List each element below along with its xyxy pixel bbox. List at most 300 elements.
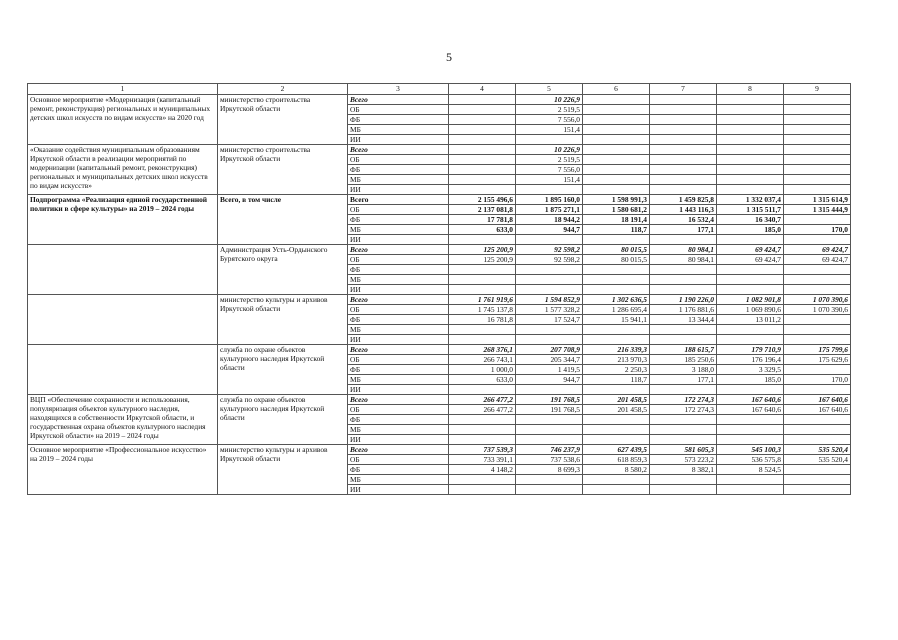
funding-source: ИИ bbox=[348, 285, 449, 295]
amount-cell bbox=[449, 235, 516, 245]
amount-cell bbox=[449, 155, 516, 165]
amount-cell: 207 708,9 bbox=[516, 345, 583, 355]
funding-source: ОБ bbox=[348, 205, 449, 215]
column-number-6: 6 bbox=[583, 84, 650, 95]
amount-cell: 535 520,4 bbox=[784, 445, 851, 455]
funding-source: МБ bbox=[348, 225, 449, 235]
activity-name bbox=[28, 295, 218, 345]
funding-source: ОБ bbox=[348, 105, 449, 115]
amount-cell: 172 274,3 bbox=[650, 395, 717, 405]
amount-cell: 125 200,9 bbox=[449, 245, 516, 255]
amount-cell bbox=[717, 425, 784, 435]
funding-source: ОБ bbox=[348, 155, 449, 165]
amount-cell bbox=[717, 485, 784, 495]
amount-cell bbox=[449, 275, 516, 285]
column-number-3: 3 bbox=[348, 84, 449, 95]
amount-cell bbox=[583, 475, 650, 485]
amount-cell bbox=[650, 325, 717, 335]
amount-cell bbox=[784, 235, 851, 245]
amount-cell: 1 895 160,0 bbox=[516, 195, 583, 205]
amount-cell: 536 575,8 bbox=[717, 455, 784, 465]
amount-cell: 1 190 226,0 bbox=[650, 295, 717, 305]
amount-cell bbox=[717, 155, 784, 165]
amount-cell: 170,0 bbox=[784, 375, 851, 385]
amount-cell bbox=[784, 135, 851, 145]
responsible-executor: служба по охране объектов культурного наследия Иркутской области bbox=[218, 345, 348, 395]
amount-cell bbox=[784, 465, 851, 475]
responsible-executor: министерство строительства Иркутской области bbox=[218, 95, 348, 145]
amount-cell: 1 176 881,6 bbox=[650, 305, 717, 315]
amount-cell: 1 761 919,6 bbox=[449, 295, 516, 305]
amount-cell: 1 315 444,9 bbox=[784, 205, 851, 215]
amount-cell: 1 443 116,3 bbox=[650, 205, 717, 215]
amount-cell bbox=[717, 285, 784, 295]
amount-cell bbox=[717, 335, 784, 345]
amount-cell bbox=[516, 435, 583, 445]
column-number-4: 4 bbox=[449, 84, 516, 95]
amount-cell bbox=[583, 275, 650, 285]
amount-cell: 2 519,5 bbox=[516, 105, 583, 115]
amount-cell: 1 875 271,1 bbox=[516, 205, 583, 215]
amount-cell bbox=[516, 275, 583, 285]
funding-source: Всего bbox=[348, 195, 449, 205]
amount-cell: 16 340,7 bbox=[717, 215, 784, 225]
amount-cell: 1 000,0 bbox=[449, 365, 516, 375]
amount-cell bbox=[449, 185, 516, 195]
amount-cell: 1 069 890,6 bbox=[717, 305, 784, 315]
amount-cell bbox=[717, 235, 784, 245]
amount-cell bbox=[784, 155, 851, 165]
amount-cell bbox=[784, 175, 851, 185]
amount-cell bbox=[583, 165, 650, 175]
amount-cell bbox=[583, 235, 650, 245]
amount-cell: 535 520,4 bbox=[784, 455, 851, 465]
amount-cell bbox=[650, 285, 717, 295]
amount-cell: 69 424,7 bbox=[717, 255, 784, 265]
funding-source: ОБ bbox=[348, 405, 449, 415]
amount-cell bbox=[717, 325, 784, 335]
column-number-8: 8 bbox=[717, 84, 784, 95]
table-row bbox=[28, 145, 851, 155]
amount-cell: 1 580 681,2 bbox=[583, 205, 650, 215]
funding-source: ФБ bbox=[348, 415, 449, 425]
amount-cell: 170,0 bbox=[784, 225, 851, 235]
amount-cell: 266 477,2 bbox=[449, 405, 516, 415]
activity-name: ВЦП «Обеспечение сохранности и использования, популяризация объектов культурного наследия, находящихся в собственности Иркутской области, и государственная охрана объектов культурного наследия Иркутской области» на 2019 – 2024 годы bbox=[28, 395, 218, 445]
amount-cell bbox=[516, 135, 583, 145]
amount-cell: 7 556,0 bbox=[516, 115, 583, 125]
table-header-row bbox=[28, 84, 851, 95]
amount-cell bbox=[717, 475, 784, 485]
table-row bbox=[28, 95, 851, 105]
amount-cell bbox=[583, 95, 650, 105]
funding-source: МБ bbox=[348, 175, 449, 185]
amount-cell bbox=[784, 325, 851, 335]
amount-cell: 216 339,3 bbox=[583, 345, 650, 355]
amount-cell bbox=[717, 185, 784, 195]
amount-cell bbox=[717, 175, 784, 185]
amount-cell bbox=[717, 145, 784, 155]
amount-cell bbox=[650, 485, 717, 495]
amount-cell bbox=[449, 435, 516, 445]
amount-cell bbox=[583, 105, 650, 115]
amount-cell: 1 315 614,9 bbox=[784, 195, 851, 205]
responsible-executor: министерство строительства Иркутской области bbox=[218, 145, 348, 195]
amount-cell bbox=[784, 115, 851, 125]
amount-cell bbox=[717, 165, 784, 175]
amount-cell bbox=[784, 475, 851, 485]
funding-source: ИИ bbox=[348, 335, 449, 345]
amount-cell: 92 598,2 bbox=[516, 255, 583, 265]
funding-source: Всего bbox=[348, 395, 449, 405]
amount-cell bbox=[449, 485, 516, 495]
amount-cell: 733 391,1 bbox=[449, 455, 516, 465]
amount-cell bbox=[784, 275, 851, 285]
amount-cell bbox=[583, 335, 650, 345]
amount-cell: 1 419,5 bbox=[516, 365, 583, 375]
funding-source: ФБ bbox=[348, 115, 449, 125]
amount-cell: 633,0 bbox=[449, 225, 516, 235]
funding-source: ОБ bbox=[348, 455, 449, 465]
funding-source: Всего bbox=[348, 295, 449, 305]
column-number-9: 9 bbox=[784, 84, 851, 95]
activity-name: «Оказание содействия муниципальным образованиям Иркутской области в реализации мероприятий по модернизации (капитальный ремонт, реконструкция) региональных и муниципальных детских школ искусств по видам искусств» bbox=[28, 145, 218, 195]
amount-cell: 191 768,5 bbox=[516, 395, 583, 405]
amount-cell: 16 532,4 bbox=[650, 215, 717, 225]
amount-cell bbox=[449, 175, 516, 185]
funding-source: МБ bbox=[348, 475, 449, 485]
funding-source: Всего bbox=[348, 345, 449, 355]
amount-cell: 1 070 390,6 bbox=[784, 305, 851, 315]
amount-cell: 10 226,9 bbox=[516, 95, 583, 105]
amount-cell bbox=[784, 335, 851, 345]
amount-cell bbox=[516, 325, 583, 335]
responsible-executor: министерство культуры и архивов Иркутской области bbox=[218, 295, 348, 345]
column-number-5: 5 bbox=[516, 84, 583, 95]
activity-name bbox=[28, 345, 218, 395]
column-number-1: 1 bbox=[28, 84, 218, 95]
amount-cell: 618 859,3 bbox=[583, 455, 650, 465]
amount-cell bbox=[717, 415, 784, 425]
amount-cell: 167 640,6 bbox=[784, 395, 851, 405]
funding-source: МБ bbox=[348, 375, 449, 385]
amount-cell: 167 640,6 bbox=[717, 395, 784, 405]
responsible-executor: служба по охране объектов культурного наследия Иркутской области bbox=[218, 395, 348, 445]
amount-cell bbox=[650, 115, 717, 125]
amount-cell: 80 015,5 bbox=[583, 255, 650, 265]
amount-cell bbox=[449, 135, 516, 145]
amount-cell bbox=[784, 485, 851, 495]
amount-cell bbox=[583, 155, 650, 165]
amount-cell: 80 015,5 bbox=[583, 245, 650, 255]
amount-cell: 172 274,3 bbox=[650, 405, 717, 415]
amount-cell: 125 200,9 bbox=[449, 255, 516, 265]
amount-cell bbox=[583, 285, 650, 295]
amount-cell bbox=[650, 125, 717, 135]
amount-cell: 167 640,6 bbox=[717, 405, 784, 415]
funding-source: ИИ bbox=[348, 435, 449, 445]
amount-cell: 627 439,5 bbox=[583, 445, 650, 455]
amount-cell: 167 640,6 bbox=[784, 405, 851, 415]
funding-source: ИИ bbox=[348, 385, 449, 395]
amount-cell bbox=[516, 265, 583, 275]
amount-cell: 69 424,7 bbox=[717, 245, 784, 255]
amount-cell bbox=[784, 315, 851, 325]
amount-cell bbox=[784, 145, 851, 155]
amount-cell bbox=[583, 425, 650, 435]
amount-cell bbox=[583, 415, 650, 425]
amount-cell: 179 710,9 bbox=[717, 345, 784, 355]
amount-cell bbox=[784, 265, 851, 275]
amount-cell bbox=[449, 105, 516, 115]
amount-cell bbox=[583, 135, 650, 145]
amount-cell bbox=[784, 425, 851, 435]
table-row bbox=[28, 395, 851, 405]
amount-cell bbox=[650, 95, 717, 105]
amount-cell bbox=[583, 125, 650, 135]
amount-cell: 2 137 081,8 bbox=[449, 205, 516, 215]
amount-cell bbox=[717, 105, 784, 115]
amount-cell: 1 315 511,7 bbox=[717, 205, 784, 215]
amount-cell: 1 082 901,8 bbox=[717, 295, 784, 305]
amount-cell bbox=[449, 265, 516, 275]
amount-cell: 8 382,1 bbox=[650, 465, 717, 475]
amount-cell: 18 944,2 bbox=[516, 215, 583, 225]
responsible-executor: Всего, в том числе bbox=[218, 195, 348, 245]
activity-name bbox=[28, 245, 218, 295]
amount-cell bbox=[784, 185, 851, 195]
funding-source: ОБ bbox=[348, 255, 449, 265]
page-number: 5 bbox=[446, 50, 452, 64]
amount-cell: 266 743,1 bbox=[449, 355, 516, 365]
amount-cell bbox=[784, 285, 851, 295]
funding-source: ИИ bbox=[348, 485, 449, 495]
table-row bbox=[28, 245, 851, 255]
amount-cell: 13 344,4 bbox=[650, 315, 717, 325]
amount-cell bbox=[650, 235, 717, 245]
amount-cell bbox=[784, 365, 851, 375]
amount-cell bbox=[650, 165, 717, 175]
amount-cell: 118,7 bbox=[583, 225, 650, 235]
amount-cell: 1 459 825,8 bbox=[650, 195, 717, 205]
amount-cell bbox=[717, 265, 784, 275]
amount-cell: 268 376,1 bbox=[449, 345, 516, 355]
amount-cell: 10 226,9 bbox=[516, 145, 583, 155]
amount-cell bbox=[583, 185, 650, 195]
amount-cell bbox=[717, 125, 784, 135]
amount-cell: 17 524,7 bbox=[516, 315, 583, 325]
amount-cell bbox=[449, 285, 516, 295]
amount-cell: 1 745 137,8 bbox=[449, 305, 516, 315]
amount-cell: 69 424,7 bbox=[784, 245, 851, 255]
amount-cell bbox=[717, 95, 784, 105]
amount-cell: 69 424,7 bbox=[784, 255, 851, 265]
amount-cell bbox=[650, 185, 717, 195]
funding-source: ИИ bbox=[348, 185, 449, 195]
amount-cell bbox=[583, 115, 650, 125]
activity-name: Подпрограмма «Реализация единой государственной политики в сфере культуры» на 2019 – 2024 годы bbox=[28, 195, 218, 245]
amount-cell: 213 970,3 bbox=[583, 355, 650, 365]
funding-source: ФБ bbox=[348, 265, 449, 275]
amount-cell: 175 629,6 bbox=[784, 355, 851, 365]
amount-cell bbox=[449, 385, 516, 395]
funding-source: Всего bbox=[348, 145, 449, 155]
amount-cell bbox=[717, 385, 784, 395]
amount-cell bbox=[516, 485, 583, 495]
funding-source: ОБ bbox=[348, 305, 449, 315]
amount-cell bbox=[583, 435, 650, 445]
amount-cell bbox=[449, 425, 516, 435]
amount-cell: 737 539,3 bbox=[449, 445, 516, 455]
amount-cell: 18 191,4 bbox=[583, 215, 650, 225]
amount-cell: 8 580,2 bbox=[583, 465, 650, 475]
column-number-7: 7 bbox=[650, 84, 717, 95]
amount-cell bbox=[717, 115, 784, 125]
funding-source: Всего bbox=[348, 445, 449, 455]
funding-source: ИИ bbox=[348, 235, 449, 245]
amount-cell bbox=[516, 335, 583, 345]
amount-cell bbox=[516, 415, 583, 425]
amount-cell: 633,0 bbox=[449, 375, 516, 385]
amount-cell bbox=[650, 335, 717, 345]
amount-cell bbox=[784, 435, 851, 445]
amount-cell: 2 250,3 bbox=[583, 365, 650, 375]
amount-cell: 175 799,6 bbox=[784, 345, 851, 355]
funding-source: ОБ bbox=[348, 355, 449, 365]
amount-cell: 4 148,2 bbox=[449, 465, 516, 475]
amount-cell bbox=[650, 435, 717, 445]
amount-cell: 185,0 bbox=[717, 375, 784, 385]
amount-cell bbox=[784, 125, 851, 135]
amount-cell bbox=[650, 415, 717, 425]
amount-cell: 201 458,5 bbox=[583, 405, 650, 415]
amount-cell: 737 538,6 bbox=[516, 455, 583, 465]
amount-cell bbox=[583, 485, 650, 495]
amount-cell: 944,7 bbox=[516, 225, 583, 235]
table-row bbox=[28, 195, 851, 205]
amount-cell bbox=[650, 275, 717, 285]
amount-cell bbox=[516, 425, 583, 435]
amount-cell bbox=[784, 95, 851, 105]
amount-cell bbox=[650, 135, 717, 145]
column-number-2: 2 bbox=[218, 84, 348, 95]
amount-cell: 185,0 bbox=[717, 225, 784, 235]
amount-cell bbox=[650, 385, 717, 395]
amount-cell bbox=[784, 385, 851, 395]
responsible-executor: министерство культуры и архивов Иркутской области bbox=[218, 445, 348, 495]
amount-cell: 80 984,1 bbox=[650, 245, 717, 255]
amount-cell bbox=[650, 145, 717, 155]
amount-cell bbox=[717, 435, 784, 445]
amount-cell: 16 781,8 bbox=[449, 315, 516, 325]
amount-cell: 573 223,2 bbox=[650, 455, 717, 465]
funding-source: МБ bbox=[348, 275, 449, 285]
funding-source: МБ bbox=[348, 325, 449, 335]
amount-cell: 177,1 bbox=[650, 225, 717, 235]
amount-cell: 151,4 bbox=[516, 125, 583, 135]
budget-table bbox=[27, 83, 851, 495]
amount-cell: 8 699,3 bbox=[516, 465, 583, 475]
amount-cell: 176 196,4 bbox=[717, 355, 784, 365]
amount-cell bbox=[784, 415, 851, 425]
table-row bbox=[28, 345, 851, 355]
amount-cell: 1 070 390,6 bbox=[784, 295, 851, 305]
amount-cell: 1 332 037,4 bbox=[717, 195, 784, 205]
funding-source: ФБ bbox=[348, 465, 449, 475]
amount-cell: 185 250,6 bbox=[650, 355, 717, 365]
amount-cell bbox=[516, 185, 583, 195]
amount-cell bbox=[717, 275, 784, 285]
amount-cell bbox=[516, 285, 583, 295]
amount-cell bbox=[650, 265, 717, 275]
amount-cell bbox=[650, 175, 717, 185]
funding-source: ФБ bbox=[348, 215, 449, 225]
amount-cell: 266 477,2 bbox=[449, 395, 516, 405]
amount-cell: 2 155 496,6 bbox=[449, 195, 516, 205]
amount-cell: 8 524,5 bbox=[717, 465, 784, 475]
amount-cell bbox=[784, 105, 851, 115]
activity-name: Основное мероприятие «Профессиональное искусство» на 2019 – 2024 годы bbox=[28, 445, 218, 495]
amount-cell: 2 519,5 bbox=[516, 155, 583, 165]
amount-cell: 1 577 328,2 bbox=[516, 305, 583, 315]
amount-cell bbox=[650, 425, 717, 435]
amount-cell bbox=[583, 145, 650, 155]
amount-cell: 1 286 695,4 bbox=[583, 305, 650, 315]
amount-cell: 188 615,7 bbox=[650, 345, 717, 355]
amount-cell bbox=[449, 475, 516, 485]
activity-name: Основное мероприятие «Модернизация (капитальный ремонт, реконструкция) региональных и муниципальных детских школ искусств по видам искусств» на 2020 год bbox=[28, 95, 218, 145]
amount-cell: 3 329,5 bbox=[717, 365, 784, 375]
amount-cell: 1 302 636,5 bbox=[583, 295, 650, 305]
amount-cell bbox=[449, 125, 516, 135]
amount-cell bbox=[650, 155, 717, 165]
amount-cell bbox=[449, 415, 516, 425]
amount-cell bbox=[583, 265, 650, 275]
amount-cell: 13 011,2 bbox=[717, 315, 784, 325]
funding-source: Всего bbox=[348, 95, 449, 105]
amount-cell bbox=[650, 475, 717, 485]
funding-source: МБ bbox=[348, 425, 449, 435]
amount-cell bbox=[583, 385, 650, 395]
amount-cell bbox=[583, 175, 650, 185]
funding-source: Всего bbox=[348, 245, 449, 255]
amount-cell bbox=[516, 385, 583, 395]
funding-source: ФБ bbox=[348, 315, 449, 325]
amount-cell bbox=[449, 145, 516, 155]
amount-cell bbox=[650, 105, 717, 115]
amount-cell: 17 781,8 bbox=[449, 215, 516, 225]
amount-cell: 177,1 bbox=[650, 375, 717, 385]
table-row bbox=[28, 445, 851, 455]
amount-cell bbox=[516, 235, 583, 245]
amount-cell: 151,4 bbox=[516, 175, 583, 185]
amount-cell: 205 344,7 bbox=[516, 355, 583, 365]
amount-cell: 944,7 bbox=[516, 375, 583, 385]
amount-cell: 581 605,3 bbox=[650, 445, 717, 455]
amount-cell: 1 598 991,3 bbox=[583, 195, 650, 205]
amount-cell: 92 598,2 bbox=[516, 245, 583, 255]
amount-cell bbox=[583, 325, 650, 335]
amount-cell bbox=[449, 115, 516, 125]
amount-cell bbox=[784, 165, 851, 175]
amount-cell: 1 594 852,9 bbox=[516, 295, 583, 305]
amount-cell bbox=[449, 335, 516, 345]
responsible-executor: Администрация Усть-Ордынского Бурятского округа bbox=[218, 245, 348, 295]
amount-cell: 15 941,1 bbox=[583, 315, 650, 325]
amount-cell: 118,7 bbox=[583, 375, 650, 385]
amount-cell bbox=[784, 215, 851, 225]
amount-cell: 80 984,1 bbox=[650, 255, 717, 265]
